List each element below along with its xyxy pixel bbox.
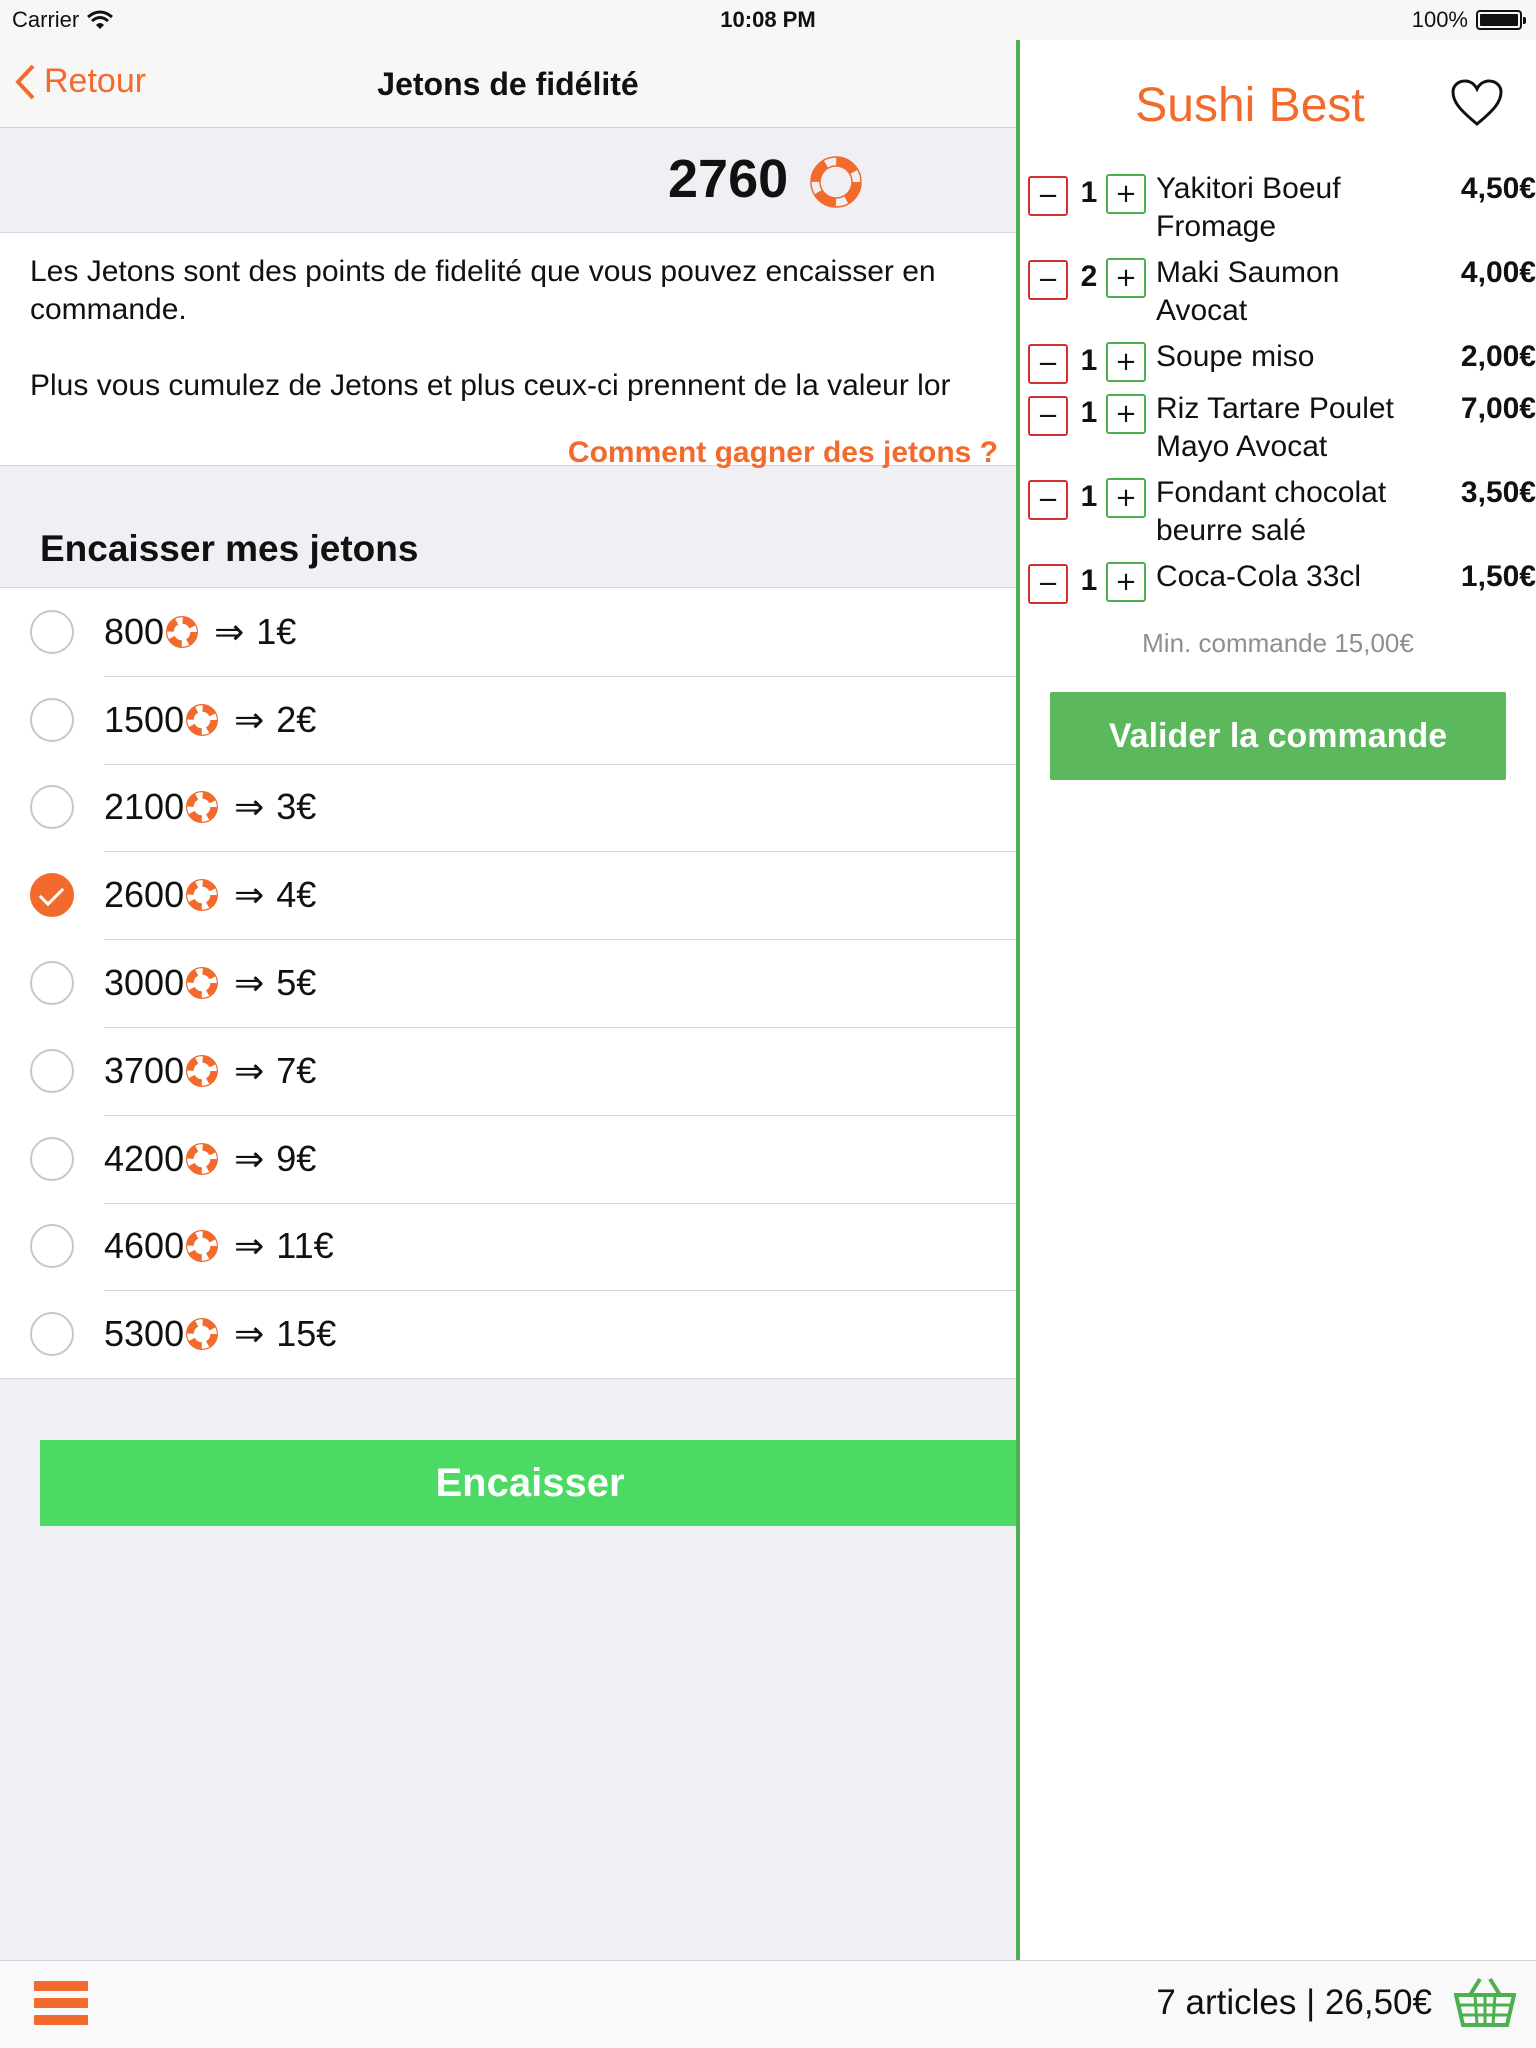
description-paragraph-1 — [30, 253, 1016, 329]
item-name: Coca-Cola 33cl — [1156, 560, 1362, 593]
cashout-button[interactable]: Encaisser — [40, 1440, 1016, 1526]
lifebuoy-token-icon — [186, 1055, 218, 1087]
battery-percent: 100% — [1411, 7, 1468, 32]
option-value: 11€ — [276, 1225, 334, 1267]
heart-outline-icon[interactable] — [1450, 78, 1504, 128]
item-name: Fondant chocolat beurre salé — [1156, 476, 1387, 547]
item-quantity: 1 — [1080, 344, 1098, 377]
option-value: 2€ — [276, 698, 317, 740]
item-quantity: 1 — [1080, 564, 1098, 597]
option-points: 4600 — [104, 1225, 185, 1267]
item-quantity: 1 — [1080, 176, 1098, 209]
radio-button[interactable] — [30, 873, 74, 917]
radio-button[interactable] — [30, 785, 74, 829]
item-quantity: 2 — [1080, 260, 1098, 293]
decrease-quantity-button[interactable]: − — [1028, 260, 1068, 300]
increase-quantity-button[interactable]: + — [1106, 174, 1146, 214]
cart-pane — [1020, 40, 1536, 1960]
back-label: Retour — [44, 62, 147, 100]
option-value: 4€ — [276, 874, 317, 916]
arrow-icon: ⇒ — [214, 610, 245, 652]
lifebuoy-token-icon — [186, 704, 218, 736]
option-points: 800 — [104, 610, 165, 652]
arrow-icon: ⇒ — [234, 1313, 265, 1355]
section-title: Encaisser mes jetons — [40, 528, 419, 569]
option-value: 3€ — [276, 786, 317, 828]
lifebuoy-token-icon — [186, 967, 218, 999]
bottom-bar — [0, 1960, 1536, 2048]
item-price: 1,50€ — [1460, 560, 1536, 593]
item-name: Riz Tartare Poulet Mayo Avocat — [1156, 392, 1394, 463]
lifebuoy-token-icon — [186, 1143, 218, 1175]
radio-button[interactable] — [30, 698, 74, 742]
option-value: 9€ — [276, 1137, 317, 1179]
option-points: 3000 — [104, 962, 185, 1004]
description-paragraph-2: Plus vous cumulez de Jetons et plus ceux-ci prennent de la valeur lor — [30, 369, 951, 402]
item-name: Soupe miso — [1156, 340, 1315, 373]
radio-button[interactable] — [30, 1049, 74, 1093]
lifebuoy-token-icon — [186, 1318, 218, 1350]
option-value: 5€ — [276, 962, 317, 1004]
redeem-option[interactable] — [0, 588, 1016, 676]
option-points: 2100 — [104, 786, 185, 828]
hamburger-menu-icon[interactable] — [34, 1981, 88, 2033]
item-price: 7,00€ — [1460, 392, 1536, 425]
item-quantity: 1 — [1080, 480, 1098, 513]
cart-summary[interactable]: 7 articles | 26,50€ — [1156, 1983, 1432, 2022]
arrow-icon: ⇒ — [234, 1049, 265, 1091]
how-to-earn-link[interactable]: Comment gagner des jetons ? — [567, 436, 998, 469]
decrease-quantity-button[interactable]: − — [1028, 176, 1068, 216]
arrow-icon: ⇒ — [234, 962, 265, 1004]
description-line-1a: Les Jetons sont des points de fidelité que vous pouvez encaisser en — [30, 255, 936, 288]
lifebuoy-token-icon — [186, 879, 218, 911]
increase-quantity-button[interactable]: + — [1106, 394, 1146, 434]
page-title: Jetons de fidélité — [377, 66, 639, 102]
redeem-option-label — [104, 611, 296, 653]
redeem-option-label — [104, 1050, 316, 1092]
radio-button[interactable] — [30, 1224, 74, 1268]
lifebuoy-token-icon — [166, 616, 198, 648]
redeem-option-label — [104, 1313, 336, 1355]
redeem-option[interactable] — [0, 1290, 1016, 1378]
increase-quantity-button[interactable]: + — [1106, 342, 1146, 382]
decrease-quantity-button[interactable]: − — [1028, 344, 1068, 384]
arrow-icon: ⇒ — [234, 698, 265, 740]
item-name: Yakitori Boeuf Fromage — [1156, 172, 1341, 243]
redeem-option-label — [104, 962, 316, 1004]
option-points: 2600 — [104, 874, 185, 916]
option-value: 1€ — [256, 610, 297, 652]
redeem-option-label — [104, 699, 316, 741]
minimum-order-note: Min. commande 15,00€ — [1142, 628, 1414, 658]
redeem-option-label — [104, 786, 316, 828]
redeem-option-label — [104, 874, 316, 916]
redeem-option[interactable] — [0, 1027, 1016, 1115]
radio-button[interactable] — [30, 1137, 74, 1181]
redeem-option-label — [104, 1225, 334, 1267]
redeem-option[interactable] — [0, 764, 1016, 852]
arrow-icon: ⇒ — [234, 1137, 265, 1179]
shop-name: Sushi Best — [1135, 79, 1365, 132]
redeem-option[interactable] — [0, 1115, 1016, 1203]
option-value: 7€ — [276, 1049, 317, 1091]
option-points: 3700 — [104, 1049, 185, 1091]
redeem-options-list — [0, 587, 1016, 1379]
carrier-label: Carrier — [12, 7, 80, 32]
item-price: 4,50€ — [1460, 172, 1536, 205]
item-quantity: 1 — [1080, 396, 1098, 429]
radio-button[interactable] — [30, 1312, 74, 1356]
basket-icon[interactable] — [1454, 1977, 1516, 2029]
arrow-icon: ⇒ — [234, 1225, 265, 1267]
option-points: 5300 — [104, 1313, 185, 1355]
clock: 10:08 PM — [720, 7, 816, 32]
arrow-icon: ⇒ — [234, 874, 265, 916]
redeem-option[interactable] — [0, 1203, 1016, 1291]
navigation-bar — [0, 40, 1016, 128]
decrease-quantity-button[interactable]: − — [1028, 564, 1068, 604]
increase-quantity-button[interactable]: + — [1106, 562, 1146, 602]
token-balance-value: 2760 — [668, 149, 789, 209]
radio-button[interactable] — [30, 610, 74, 654]
decrease-quantity-button[interactable]: − — [1028, 396, 1068, 436]
lifebuoy-token-icon — [186, 791, 218, 823]
battery-group — [1412, 7, 1522, 33]
increase-quantity-button[interactable]: + — [1106, 258, 1146, 298]
redeem-option-label — [104, 1138, 316, 1180]
item-price: 2,00€ — [1460, 340, 1536, 373]
increase-quantity-button[interactable]: + — [1106, 478, 1146, 518]
item-price: 4,00€ — [1460, 256, 1536, 289]
validate-order-button[interactable]: Valider la commande — [1050, 692, 1506, 780]
arrow-icon: ⇒ — [234, 786, 265, 828]
tokens-description — [0, 232, 1016, 466]
description-line-1b: commande. — [30, 293, 187, 326]
battery-icon — [1476, 10, 1522, 30]
option-points: 1500 — [104, 698, 185, 740]
redeem-option[interactable] — [0, 939, 1016, 1027]
radio-button[interactable] — [30, 961, 74, 1005]
item-name: Maki Saumon Avocat — [1156, 256, 1340, 327]
item-price: 3,50€ — [1460, 476, 1536, 509]
redeem-option[interactable] — [0, 851, 1016, 939]
lifebuoy-token-icon — [810, 156, 862, 208]
status-bar — [0, 0, 1536, 40]
loyalty-tokens-pane — [0, 40, 1016, 2048]
token-balance — [0, 128, 1016, 232]
redeem-option[interactable] — [0, 676, 1016, 764]
lifebuoy-token-icon — [186, 1230, 218, 1262]
option-value: 15€ — [276, 1313, 337, 1355]
option-points: 4200 — [104, 1137, 185, 1179]
decrease-quantity-button[interactable]: − — [1028, 480, 1068, 520]
